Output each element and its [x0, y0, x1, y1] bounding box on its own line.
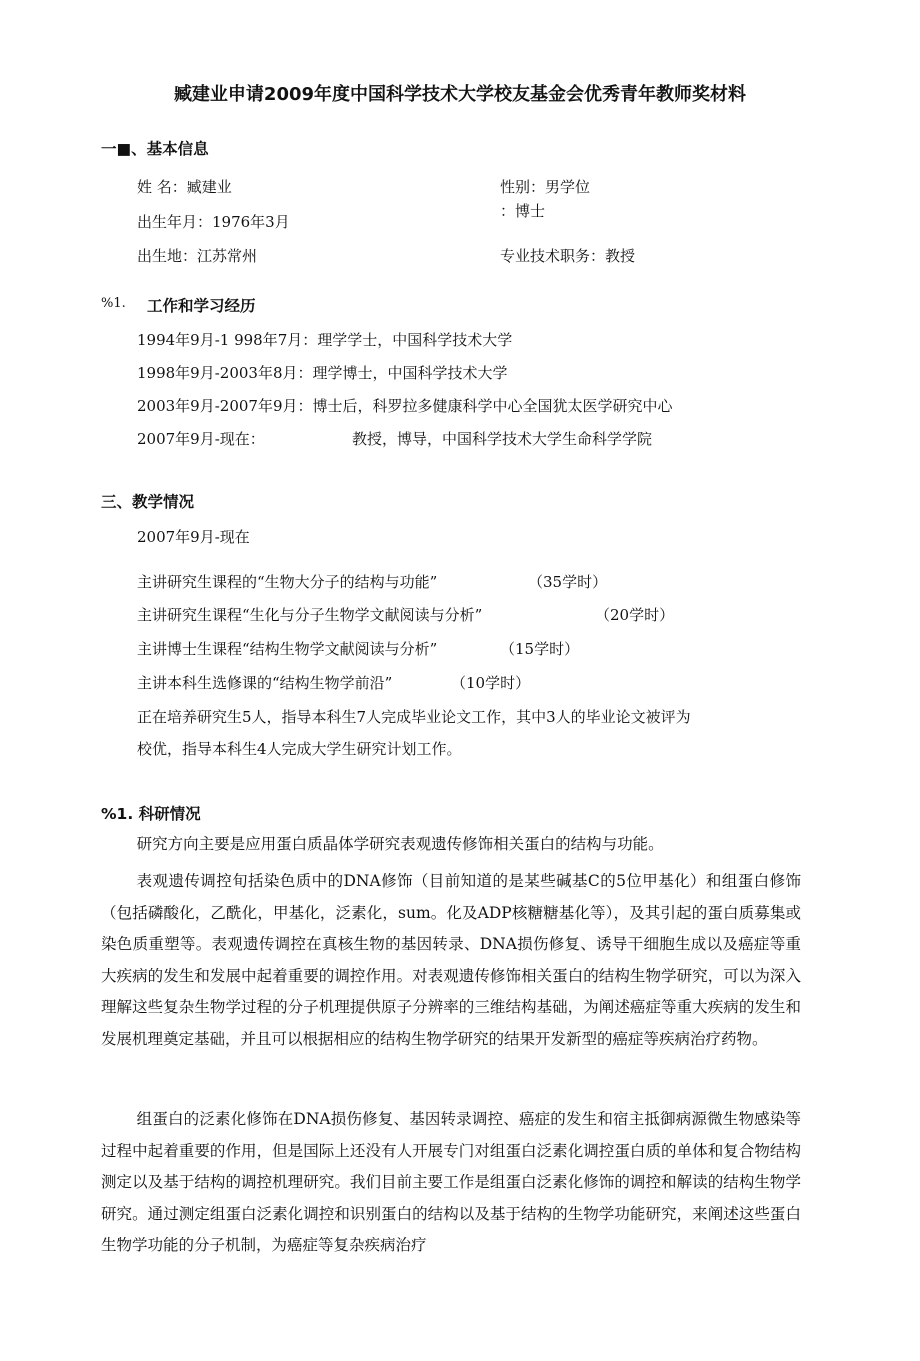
course-hours: （35学时） — [528, 573, 608, 591]
field-title: 专业技术职务：教授 — [500, 247, 636, 265]
field-name: 姓 名：臧建业 — [137, 178, 232, 196]
section-basic-info-heading: 一■、基本信息 — [101, 140, 209, 158]
section-work-heading: 工作和学习经历 — [147, 297, 256, 315]
research-paragraph-3: 组蛋白的泛素化修饰在DNA损伤修复、基因转录调控、癌症的发生和宿主抵御病源微生物感染等过程中起着重要的作用，但是国际上还没有人开展专门对组蛋白泛素化调控蛋白质的单体和复合物结构测定以及基于结构的调控机理研究。我们目前主要工作是组蛋白泛素化修饰的调控和解读的结构生物学研究。通过测定组蛋白泛素化调控和识别蛋白的结构以及基于结构的生物学功能研究，来阐述这些蛋白生物学功能的分子机制，为癌症等复杂疾病治疗 — [101, 1110, 801, 1254]
work-row: 1994年9月-1 998年7月：理学学士，中国科学技术大学 — [137, 331, 513, 349]
course-hours: （20学时） — [595, 606, 675, 624]
section-research-heading: %1. 科研情况 — [101, 805, 201, 823]
field-degree: ：博士 — [500, 202, 546, 220]
work-row: 1998年9月-2003年8月：理学博士，中国科学技术大学 — [137, 364, 508, 382]
course-text: 主讲本科生选修课的“结构生物学前沿” — [137, 674, 393, 692]
course-text: 主讲博士生课程“结构生物学文献阅读与分析” — [137, 640, 438, 658]
field-gender: 性别：男学位 — [500, 178, 591, 196]
course-text: 主讲研究生课程“生化与分子生物学文献阅读与分析” — [137, 606, 483, 624]
work-row-period: 2007年9月-现在： — [137, 430, 265, 448]
page-title: 臧建业申请2009年度中国科学技术大学校友基金会优秀青年教师奖材料 — [173, 84, 747, 105]
work-row: 2003年9月-2007年9月：博士后，科罗拉多健康科学中心全国犹太医学研究中心 — [137, 397, 673, 415]
field-birth: 出生年月：1976年3月 — [137, 213, 290, 231]
research-paragraph-1: 研究方向主要是应用蛋白质晶体学研究表观遗传修饰相关蛋白的结构与功能。 — [136, 835, 664, 853]
course-text: 主讲研究生课程的“生物大分子的结构与功能” — [137, 573, 438, 591]
course-hours: （10学时） — [451, 674, 531, 692]
course-hours: （15学时） — [500, 640, 580, 658]
work-row-text: 教授，博导，中国科学技术大学生命科学学院 — [352, 430, 653, 448]
field-birthplace: 出生地：江苏常州 — [137, 247, 258, 265]
research-paragraph-2: 表观遗传调控旬括染色质中的DNA修饰（目前知道的是某些碱基C的5位甲基化）和组蛋白修饰（包括磷酸化，乙酰化，甲基化，泛素化，sum。化及ADP核糖糖基化等），及其引起的蛋白质募集或染色质重塑等。表观遗传调控在真核生物的基因转录、DNA损伤修复、诱导干细胞生成以及癌症等重大疾病的发生和发展中起着重要的调控作用。对表观遗传修饰相关蛋白的结构生物学研究，可以为深入理解这些复杂生物学过程的分子机理提供原子分辨率的三维结构基础，为阐述癌症等重大疾病的发生和发展机理奠定基础，并且可以根据相应的结构生物学研究的结果开发新型的癌症等疾病治疗药物。 — [101, 872, 801, 1048]
teaching-summary-line: 正在培养研究生5人，指导本科生7人完成毕业论文工作，其中3人的毕业论文被评为 — [137, 708, 691, 726]
teaching-period: 2007年9月-现在 — [137, 528, 250, 546]
section-work-number: %1. — [101, 296, 126, 311]
teaching-summary-line: 校优，指导本科生4人完成大学生研究计划工作。 — [137, 740, 462, 758]
section-teaching-heading: 三、教学情况 — [101, 493, 195, 511]
